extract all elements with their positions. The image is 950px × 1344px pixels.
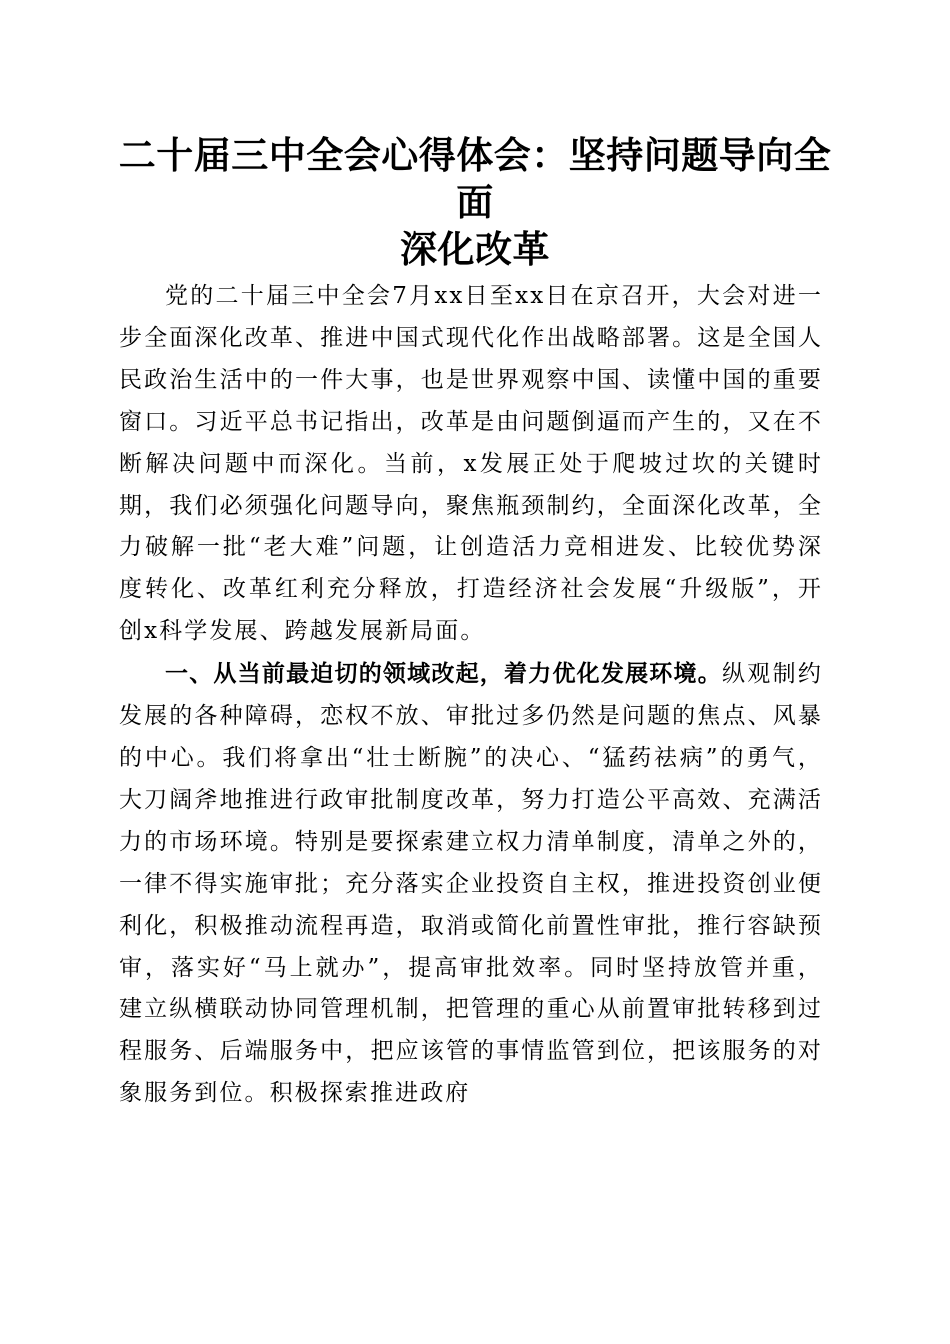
title-line-2: 深化改革 (400, 227, 550, 271)
paragraph-text: 党的二十届三中全会7月xx日至xx日在京召开，大会对进一步全面深化改革、推进中国式现代化作出战略部署。这是全国人民政治生活中的一件大事，也是世界观察中国、读懂中国的重要窗口。习近平总书记指出，改革是由问题倒逼而产生的，又在不断解决问题中而深化。当前，x发展正处于爬坡过坎的关键时期，我们必须强化问题导向，聚焦瓶颈制约，全面深化改革，全力破解一批“老大难”问题，让创造活力竞相进发、比较优势深度转化、改革红利充分释放，打造经济社会发展“升级版”，开创x科学发展、跨越发展新局面。 (119, 283, 823, 645)
document-title (110, 132, 840, 273)
document-body (119, 276, 823, 1115)
title-line-1: 二十届三中全会心得体会：坚持问题导向全面 (118, 133, 832, 224)
paragraph-intro (119, 276, 823, 653)
section-heading: 一、从当前最迫切的领域改起，着力优化发展环境。 (165, 660, 722, 688)
paragraph-text: 纵观制约发展的各种障碍，恋权不放、审批过多仍然是问题的焦点、风暴的中心。我们将拿出“壮士断腕”的决心、“猛药祛病”的勇气，大刀阔斧地推进行政审批制度改革，努力打造公平高效、充满活力的市场环境。特别是要探索建立权力清单制度，清单之外的，一律不得实施审批；充分落实企业投资自主权，推进投资创业便利化，积极推动流程再造，取消或简化前置性审批，推行容缺预审，落实好“马上就办”，提高审批效率。同时坚持放管并重，建立纵横联动协同管理机制，把管理的重心从前置审批转移到过程服务、后端服务中，把应该管的事情监管到位，把该服务的对象服务到位。积极探索推进政府 (119, 661, 823, 1107)
paragraph-section-1 (119, 653, 823, 1115)
